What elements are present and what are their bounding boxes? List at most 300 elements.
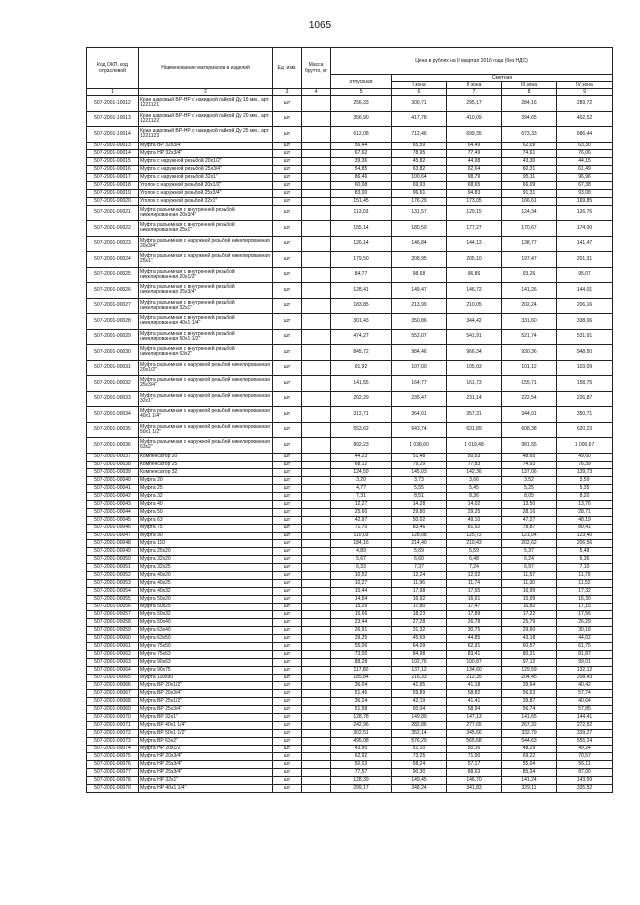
row-zone3-price: 91,31	[502, 189, 557, 197]
row-zone4-price: 49,60	[557, 453, 613, 461]
row-zone3-price: 13,50	[502, 500, 557, 508]
row-zone1-price: 146,84	[392, 236, 447, 252]
row-zone3-price: 129,59	[502, 666, 557, 674]
row-unit: шт	[273, 376, 302, 392]
row-zone1-price: 417,78	[392, 111, 447, 127]
row-zone1-price: 3,73	[392, 477, 447, 485]
row-zone1-price: 282,86	[392, 721, 447, 729]
row-code: 507-2001-00039	[87, 469, 139, 477]
row-zone4-price: 289,72	[557, 96, 613, 112]
row-release-price: 12,27	[331, 500, 392, 508]
row-zone3-price: 267,32	[502, 721, 557, 729]
row-unit: шт	[273, 329, 302, 345]
header-zone2: II зона	[447, 82, 502, 89]
row-code: 507-2001-00038	[87, 461, 139, 469]
row-zone2-price: 49,10	[447, 516, 502, 524]
row-zone4-price: 6,36	[557, 556, 613, 564]
row-release-price: 56,44	[331, 142, 392, 150]
row-name: Муфта ВР 32х1"	[139, 714, 273, 722]
header-release: отпускная	[331, 75, 392, 89]
row-zone2-price: 344,42	[447, 314, 502, 330]
row-code: 507-2001-00066	[87, 682, 139, 690]
row-name: Муфта НР 25х3/4"	[139, 769, 273, 777]
row-zone1-price: 64,09	[392, 643, 447, 651]
column-index: 4	[302, 89, 331, 96]
row-code: 507-2001-00035	[87, 422, 139, 438]
table-row	[87, 329, 613, 345]
row-zone4-price: 40,64	[557, 698, 613, 706]
row-release-price: 183,85	[331, 298, 392, 314]
row-zone1-price: 300,71	[392, 96, 447, 112]
row-unit: шт	[273, 548, 302, 556]
row-zone1-price: 100,64	[392, 174, 447, 182]
row-zone1-price: 51,10	[392, 745, 447, 753]
row-zone4-price: 13,76	[557, 500, 613, 508]
row-unit: шт	[273, 150, 302, 158]
row-zone1-price: 102,76	[392, 658, 447, 666]
table-row	[87, 189, 613, 197]
row-name: Муфта ВР 32х3/4"	[139, 142, 273, 150]
row-zone1-price: 73,25	[392, 753, 447, 761]
row-name: Муфта разъемная с наружной резьбой никелированная 20х1/2"	[139, 360, 273, 376]
row-zone1-price: 90,30	[392, 769, 447, 777]
row-mass	[302, 682, 331, 690]
row-code: 507-2001-00072	[87, 729, 139, 737]
row-mass	[302, 516, 331, 524]
row-name: Муфта ВР 25х1/2"	[139, 698, 273, 706]
row-zone4-price: 76,39	[557, 461, 613, 469]
header-name: Наименование материалов и изделий	[139, 48, 273, 89]
row-name: Кран шаровый ВР-НР с накидной гайкой Ду 25 мм., арт. 1221123	[139, 127, 273, 143]
row-zone4-price: 67,38	[557, 181, 613, 189]
row-zone4-price: 49,24	[557, 745, 613, 753]
row-mass	[302, 283, 331, 299]
row-zone1-price: 235,47	[392, 391, 447, 407]
row-release-price: 73,00	[331, 650, 392, 658]
row-release-price: 15,66	[331, 611, 392, 619]
row-zone1-price: 96,61	[392, 189, 447, 197]
table-row	[87, 493, 613, 501]
table-row	[87, 181, 613, 189]
row-unit: шт	[273, 142, 302, 150]
row-zone4-price: 174,00	[557, 221, 613, 237]
row-name: Муфта разъемная с внутренней резьбой никелированная 20х1/2"	[139, 267, 273, 283]
row-zone4-price: 335,52	[557, 785, 613, 793]
row-mass	[302, 611, 331, 619]
row-mass	[302, 438, 331, 454]
row-zone4-price: 57,74	[557, 690, 613, 698]
price-table-sheet	[86, 47, 612, 793]
row-zone2-price: 98,79	[447, 174, 502, 182]
column-index: 8	[502, 89, 557, 96]
row-zone2-price: 410,09	[447, 111, 502, 127]
row-mass	[302, 500, 331, 508]
table-row	[87, 729, 613, 737]
row-mass	[302, 461, 331, 469]
row-zone3-price: 29,60	[502, 627, 557, 635]
row-zone4-price: 28,71	[557, 508, 613, 516]
table-row	[87, 627, 613, 635]
row-name: Муфта 25	[139, 485, 273, 493]
row-zone1-price: 164,77	[392, 376, 447, 392]
row-name: Муфта 50х25	[139, 603, 273, 611]
row-mass	[302, 579, 331, 587]
row-zone1-price: 7,37	[392, 564, 447, 572]
row-name: Муфта разъемная с внутренней резьбой никелированная 50х1 1/2"	[139, 329, 273, 345]
row-release-price: 242,96	[331, 721, 392, 729]
row-zone2-price: 146,70	[447, 777, 502, 785]
row-code: 507-2001-00030	[87, 345, 139, 361]
row-zone1-price: 78,95	[392, 150, 447, 158]
row-zone2-price: 5,59	[447, 548, 502, 556]
row-name: Кран шаровый ВР-НР с накидной гайкой Ду 20 мм., арт. 1221122	[139, 111, 273, 127]
row-release-price: 51,58	[331, 706, 392, 714]
row-zone3-price: 15,99	[502, 595, 557, 603]
row-release-price: 185,84	[331, 674, 392, 682]
row-unit: шт	[273, 603, 302, 611]
table-row	[87, 376, 613, 392]
row-zone3-price: 43,30	[502, 158, 557, 166]
row-zone1-price: 984,46	[392, 345, 447, 361]
row-unit: шт	[273, 197, 302, 205]
row-name: Муфта 40х32	[139, 587, 273, 595]
row-unit: шт	[273, 524, 302, 532]
row-unit: шт	[273, 785, 302, 793]
table-row	[87, 205, 613, 221]
header-unit: Ед. изм.	[273, 48, 302, 89]
row-zone4-price: 80,41	[557, 524, 613, 532]
row-mass	[302, 587, 331, 595]
row-unit: шт	[273, 627, 302, 635]
row-zone1-price: 18,23	[392, 611, 447, 619]
column-index: 7	[447, 89, 502, 96]
table-row	[87, 360, 613, 376]
row-code: 507-2001-00046	[87, 524, 139, 532]
row-zone3-price: 74,61	[502, 150, 557, 158]
row-code: 507-2001-00033	[87, 391, 139, 407]
row-release-price: 55,06	[331, 643, 392, 651]
row-zone4-price: 1 000,67	[557, 438, 613, 454]
row-name: Муфта 20	[139, 477, 273, 485]
table-row	[87, 438, 613, 454]
row-zone1-price: 79,29	[392, 461, 447, 469]
row-name: Муфта 90х63	[139, 658, 273, 666]
row-zone1-price: 60,04	[392, 706, 447, 714]
row-unit: шт	[273, 422, 302, 438]
table-row	[87, 611, 613, 619]
row-zone4-price: 99,01	[557, 658, 613, 666]
table-row	[87, 197, 613, 205]
row-name: Уголок с наружной резьбой 25х3/4"	[139, 189, 273, 197]
row-code: 507-2001-00044	[87, 508, 139, 516]
row-code: 507-2001-00027	[87, 298, 139, 314]
row-code: 507-2001-00070	[87, 714, 139, 722]
row-release-price: 299,17	[331, 785, 392, 793]
row-release-price: 36,04	[331, 682, 392, 690]
row-zone3-price: 155,71	[502, 376, 557, 392]
row-unit: шт	[273, 706, 302, 714]
row-zone1-price: 65,59	[392, 142, 447, 150]
row-zone1-price: 643,74	[392, 422, 447, 438]
row-mass	[302, 785, 331, 793]
row-zone2-price: 142,36	[447, 469, 502, 477]
row-zone2-price: 210,43	[447, 540, 502, 548]
row-release-price: 67,62	[331, 150, 392, 158]
row-code: 507-2001-00078	[87, 777, 139, 785]
row-code: 507-2001-00074	[87, 745, 139, 753]
row-zone2-price: 94,83	[447, 189, 502, 197]
row-code: 507-2001-00029	[87, 329, 139, 345]
row-zone3-price: 56,74	[502, 706, 557, 714]
row-mass	[302, 469, 331, 477]
row-name: Муфта 32х20	[139, 556, 273, 564]
row-zone4-price: 81,87	[557, 650, 613, 658]
row-code: 507-2001-00053	[87, 579, 139, 587]
row-release-price: 15,44	[331, 587, 392, 595]
row-zone3-price: 521,74	[502, 329, 557, 345]
row-zone2-price: 341,83	[447, 785, 502, 793]
row-zone3-price: 331,60	[502, 314, 557, 330]
row-zone3-price: 5,37	[502, 548, 557, 556]
row-mass	[302, 556, 331, 564]
row-zone1-price: 58,24	[392, 761, 447, 769]
row-zone4-price: 93,08	[557, 189, 613, 197]
row-name: Муфта 32х25	[139, 564, 273, 572]
row-zone4-price: 17,15	[557, 603, 613, 611]
row-zone1-price: 17,98	[392, 587, 447, 595]
row-zone2-price: 62,64	[447, 166, 502, 174]
row-mass	[302, 197, 331, 205]
row-zone1-price: 98,68	[392, 267, 447, 283]
row-name: Кран шаровый ВР-НР с накидной гайкой Ду 15 мм., арт. 1221121	[139, 96, 273, 112]
row-name: Муфта с наружной резьбой 20х1/2"	[139, 158, 273, 166]
table-row	[87, 298, 613, 314]
row-unit: шт	[273, 516, 302, 524]
row-zone3-price: 80,31	[502, 650, 557, 658]
row-release-price: 184,16	[331, 540, 392, 548]
column-index: 5	[331, 89, 392, 96]
row-zone3-price: 202,24	[502, 298, 557, 314]
row-mass	[302, 690, 331, 698]
row-zone4-price: 139,73	[557, 469, 613, 477]
row-code: 507-2001-00047	[87, 532, 139, 540]
table-row	[87, 721, 613, 729]
column-index: 2	[139, 89, 273, 96]
table-row	[87, 422, 613, 438]
row-release-price: 71,70	[331, 524, 392, 532]
table-body	[87, 96, 613, 793]
row-zone1-price: 552,07	[392, 329, 447, 345]
row-mass	[302, 111, 331, 127]
row-zone2-price: 212,35	[447, 674, 502, 682]
row-code: 507-2001-00060	[87, 635, 139, 643]
row-release-price: 60,08	[331, 181, 392, 189]
row-mass	[302, 142, 331, 150]
row-zone2-price: 88,63	[447, 769, 502, 777]
row-mass	[302, 643, 331, 651]
table-row	[87, 571, 613, 579]
row-zone1-price: 59,89	[392, 690, 447, 698]
row-name: Муфта 50х32	[139, 611, 273, 619]
row-zone4-price: 44,15	[557, 158, 613, 166]
row-zone1-price: 11,96	[392, 579, 447, 587]
header-estimate: Сметная	[392, 75, 613, 82]
row-release-price: 6,33	[331, 564, 392, 572]
row-mass	[302, 407, 331, 423]
row-release-price: 23,44	[331, 619, 392, 627]
row-code: 507-2001-00067	[87, 690, 139, 698]
row-zone2-price: 26,78	[447, 619, 502, 627]
row-zone2-price: 210,05	[447, 298, 502, 314]
row-unit: шт	[273, 508, 302, 516]
row-zone2-price: 44,85	[447, 635, 502, 643]
row-code: 507-2001-00040	[87, 477, 139, 485]
row-zone4-price: 8,20	[557, 493, 613, 501]
table-row	[87, 469, 613, 477]
row-zone2-price: 295,17	[447, 96, 502, 112]
table-row	[87, 142, 613, 150]
row-zone1-price: 41,95	[392, 682, 447, 690]
row-name: Муфта 90	[139, 532, 273, 540]
row-zone2-price: 966,34	[447, 345, 502, 361]
row-name: Муфта ВР 50х1 1/2"	[139, 729, 273, 737]
row-zone2-price: 205,10	[447, 252, 502, 268]
row-zone1-price: 45,69	[392, 635, 447, 643]
row-zone2-price: 12,02	[447, 571, 502, 579]
column-index: 1	[87, 89, 139, 96]
row-zone4-price: 620,23	[557, 422, 613, 438]
row-release-price: 128,41	[331, 283, 392, 299]
row-mass	[302, 564, 331, 572]
row-release-price: 117,80	[331, 666, 392, 674]
row-mass	[302, 540, 331, 548]
row-code: 507-2001-00025	[87, 267, 139, 283]
row-zone1-price: 128,08	[392, 532, 447, 540]
row-unit: шт	[273, 611, 302, 619]
row-zone3-price: 16,82	[502, 603, 557, 611]
table-row	[87, 753, 613, 761]
row-mass	[302, 298, 331, 314]
row-unit: шт	[273, 769, 302, 777]
row-unit: шт	[273, 111, 302, 127]
row-mass	[302, 314, 331, 330]
table-row	[87, 516, 613, 524]
row-mass	[302, 453, 331, 461]
row-zone2-price: 11,74	[447, 579, 502, 587]
row-release-price: 553,62	[331, 422, 392, 438]
row-zone1-price: 16,92	[392, 595, 447, 603]
row-unit: шт	[273, 174, 302, 182]
row-mass	[302, 477, 331, 485]
row-unit: шт	[273, 205, 302, 221]
row-zone4-price: 61,49	[557, 166, 613, 174]
header-mass: Масса брутто, кг	[302, 48, 331, 89]
row-zone3-price: 97,12	[502, 658, 557, 666]
row-zone4-price: 206,56	[557, 540, 613, 548]
row-unit: шт	[273, 658, 302, 666]
row-zone1-price: 17,80	[392, 603, 447, 611]
row-zone1-price: 1 038,60	[392, 438, 447, 454]
table-row	[87, 603, 613, 611]
row-release-price: 44,23	[331, 453, 392, 461]
row-mass	[302, 493, 331, 501]
row-mass	[302, 252, 331, 268]
row-mass	[302, 127, 331, 143]
row-unit: шт	[273, 619, 302, 627]
row-mass	[302, 150, 331, 158]
row-zone1-price: 50,02	[392, 516, 447, 524]
row-name: Муфта разъемная с наружной резьбой никелированная 25х3/4"	[139, 376, 273, 392]
row-release-price: 179,50	[331, 252, 392, 268]
row-zone1-price: 51,48	[392, 453, 447, 461]
row-zone3-price: 95,11	[502, 174, 557, 182]
row-zone3-price: 202,62	[502, 540, 557, 548]
row-unit: шт	[273, 666, 302, 674]
row-release-price: 4,77	[331, 485, 392, 493]
row-name: Муфта НР 32х1"	[139, 777, 273, 785]
row-zone3-price: 43,18	[502, 635, 557, 643]
row-release-price: 62,92	[331, 753, 392, 761]
row-zone2-price: 57,17	[447, 761, 502, 769]
row-zone4-price: 206,16	[557, 298, 613, 314]
row-code: 507-2001-00058	[87, 619, 139, 627]
row-code: 507-2001-00014	[87, 150, 139, 158]
row-name: Муфта 75х63	[139, 650, 273, 658]
row-code: 507-2001-00019	[87, 189, 139, 197]
row-zone3-price: 544,63	[502, 737, 557, 745]
table-row	[87, 548, 613, 556]
row-release-price: 5,67	[331, 556, 392, 564]
row-unit: шт	[273, 314, 302, 330]
row-zone2-price: 129,15	[447, 205, 502, 221]
column-index: 6	[392, 89, 447, 96]
row-name: Муфта разъемная с внутренней резьбой никелированная 25х3/4"	[139, 283, 273, 299]
row-zone2-price: 29,25	[447, 508, 502, 516]
row-release-price: 39,25	[331, 635, 392, 643]
row-release-price: 312,71	[331, 407, 392, 423]
table-row	[87, 737, 613, 745]
row-zone2-price: 41,18	[447, 682, 502, 690]
row-code: 507-2001-00045	[87, 516, 139, 524]
row-mass	[302, 650, 331, 658]
row-unit: шт	[273, 745, 302, 753]
row-name: Муфта 110	[139, 540, 273, 548]
row-zone2-price: 68,65	[447, 181, 502, 189]
row-code: 507-2001-00034	[87, 407, 139, 423]
row-zone3-price: 101,12	[502, 360, 557, 376]
row-zone4-price: 272,52	[557, 721, 613, 729]
table-row	[87, 283, 613, 299]
row-unit: шт	[273, 571, 302, 579]
row-zone4-price: 17,32	[557, 587, 613, 595]
row-mass	[302, 391, 331, 407]
row-code: 507-2001-00022	[87, 221, 139, 237]
row-release-price: 845,72	[331, 345, 392, 361]
row-name: Компенсатор 20	[139, 453, 273, 461]
row-mass	[302, 422, 331, 438]
row-code: 507-2001-00017	[87, 174, 139, 182]
row-code: 507-2001-00063	[87, 658, 139, 666]
row-name: Муфта 50х20	[139, 595, 273, 603]
row-unit: шт	[273, 236, 302, 252]
row-unit: шт	[273, 682, 302, 690]
row-unit: шт	[273, 189, 302, 197]
row-zone3-price: 56,63	[502, 690, 557, 698]
column-index: 9	[557, 89, 613, 96]
row-name: Муфта 75х50	[139, 643, 273, 651]
table-row	[87, 158, 613, 166]
row-unit: шт	[273, 587, 302, 595]
